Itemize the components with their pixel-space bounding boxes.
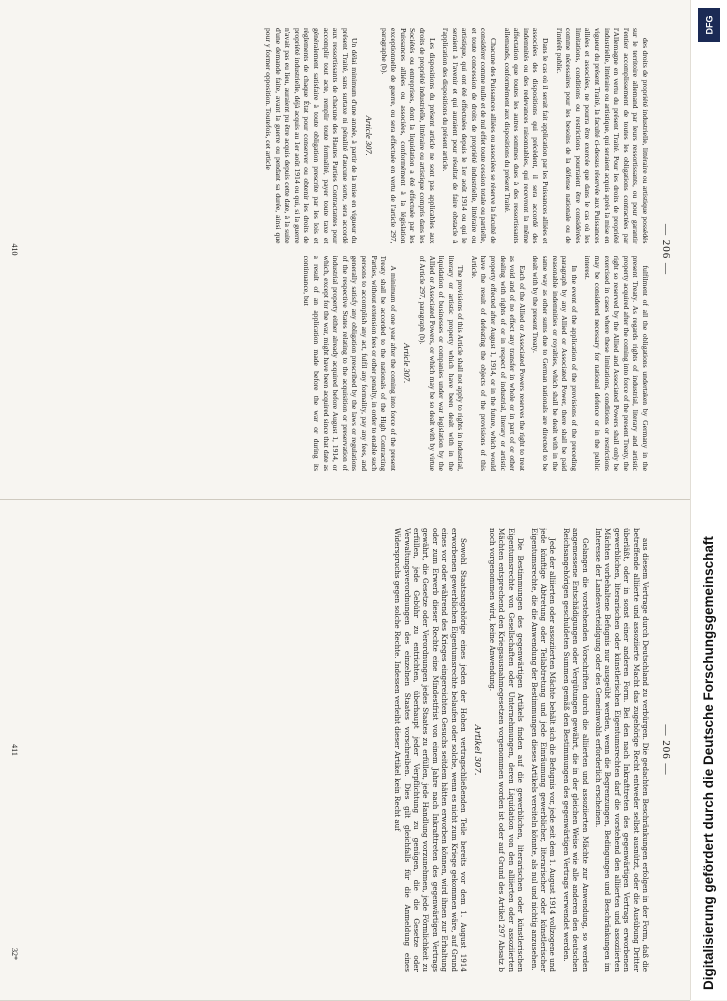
paragraph: aus diesem Vertrage durch Deutschland zu verbürgen. Die gedachten Beschränkungen erfolgen in der Form, daß die betreffende alliierte und assoziierte Macht das zugehörige Recht entweder selbst ausnützt, oder die Ausübung Dritter überläßt, oder in sonst einer anderen Form. Bei den nach Inkrafttreten des gegenwärtigen Vertrags erworbenen gewerblichen, literarischen oder künstlerischen Eigentumsrechten darf die vorstehend den alliierten und assoziierten Mächten vorbehaltene Befugnis nur ausgeübt werden, wenn die Begrenzungen, Bedingungen und Beschränkungen im Interesse der Landesverteidigung oder des Gemeinwohls erforderlich erscheinen.: [593, 528, 650, 972]
signature-mark: 32*: [10, 948, 19, 960]
paragraph: Les dispositions du présent article ne sont pas applicables aux droits de propriété industrielle, littéraire ou artistique compris dans les Sociétés ou entreprises, dont la liquidation a été effectuée par les Puissances alliées ou associées, conformément à la législation exceptionnelle de guerre, ou sera effectuée en vertu de l'article 297, paragraphe (b).: [379, 28, 437, 244]
page-number: 410: [10, 243, 19, 256]
paragraph: The provisions of this Article shall not apply to rights in industrial, literary or artistic property which have been dealt with in the liquidation of businesses or companies under war legislation by the Allied or Associated Powers, or which may be so dealt with by virtue of Article 297, paragraph (b).: [417, 255, 466, 471]
paragraph: Each of the Allied or Associated Powers reserves the right to treat as void and of no effect any transfer in whole or in part of or other dealing with rights of or in respect of industrial, literary or artistic property effected after August 1, 1914, or in the future, which would have the result of defeating the objects of the provisions of this Article.: [469, 255, 527, 471]
french-column: [30, 28, 650, 244]
paragraph: Die Bestimmungen des gegenwärtigen Artikels finden auf die gewerblichen, literarischen oder künstlerischen Eigentumsrechte von Gesellschaften oder Unternehmungen, deren Liquidation von den alliierten oder assoziierten Mächten entsprechend den Kriegsausnahmegesetzen vorgenommen worden ist oder auf Grund des Artikel 297 Absatz b noch vorgenommen wird, keine Anwendung.: [487, 528, 526, 972]
paragraph: Un délai minimum d'une année, à partir de la mise en vigueur du présent Traité, sans surtaxe ni pénalité d'aucune sorte, sera accordé aux ressortissants de chacune des Hautes Parties Contractantes pour accomplir tout acte, remplir toute formalité, payer toute taxe et généralement satisfaire à toute obligation prescrite par les lois et règlements de chaque État pour conserver ou obtenir les droits de propriété industrielle, déjà acquis au 1er août 1914 ou qui, si la guerre n'avait pas eu lieu, auraient pu être acquis depuis cette date, à la suite d'une demande faite, avant la guerre ou pendant sa durée, ainsi que pour y former opposition. Toutefois, cet article: [264, 28, 360, 244]
article-heading: Artikel 307.: [472, 724, 483, 776]
page-number: 411: [10, 744, 19, 756]
paragraph: A minimum of one year after the coming into force of the present Treaty shall be accorded to the nationals of the High Contracting Parties, without extension fees or other penalty, in order to enable such persons to accomplish any act, fulfil any formality, pay any fees, and generally satisfy any obligation prescribed by the laws or regulations of the respective States relating to the acquisition or preservation of industrial property either already acquired before August 1, 1914, or which, except for the war, might have been acquired since that date as a result of an application made before the war or during its continuance, but: [302, 255, 398, 471]
german-column: [30, 528, 650, 972]
dfg-logo: DFG: [698, 8, 720, 42]
paragraph: Dans le cas où il serait fait application par les Puissances alliées et associées des dispositions qui précèdent, il sera accordé des indemnités ou des redevances raisonnables, qui recevront la même affectation que toutes les autres sommes dues à des ressortissants allemands, conformément aux dispositions du présent Traité.: [502, 28, 551, 244]
paragraph: Jede der alliierten oder assoziierten Mächte behält sich die Befugnis vor, jede seit dem 1. August 1914 vollzogene und jede künftige Abtretung oder Teilabtretung und jede Einräumung gewerblicher, literarischer oder künstlerischer Eigentumsrechte, die die Anwendung der Bestimmungen dieses Artikels vereiteln könnte, als nul und nichtig anzusehen.: [529, 528, 558, 972]
english-column: [30, 256, 650, 472]
paragraph: In the event of the application of the provisions of the preceding paragraph by any Allied or Associated Power, there shall be paid reasonable indemnities or royalties, which shall be dealt with in the same way as other sums due to German nationals are directed to be dealt with by the present Treaty.: [531, 255, 579, 471]
page-footer: [10, 500, 19, 1000]
paragraph: Sowohl Staatsangehörige eines jeden der Hohen vertragschließenden Teile bereits vor dem 1. August 1914 erworbenen gewerblichen Eigentumsrechte belaufen oder solche, wenn es nicht zum Kriege gekommen wäre, auf Grund eines vor oder während des Krieges eingereichten Gesuchs seitdem hätten erworben können, wird ihnen zur Erhaltung oder zum Erwerb dieser Rechte eine Mindestfrist von einem Jahre nach Inkrafttreten des gegenwärtigen Vertrags gewährt, die Gesetze oder Verordnungen jedes Staates zu erfüllen, jede Handlung vorzunehmen, jede Förmlichkeit zu erfüllen, jede Gebühr zu entrichten, überhaupt jeder Verpflichtung zu genügen, die die Gesetze oder Verwaltungsverordnungen des einzelnen Staates vorschreiben. Dies gilt gleichfalls für die Anmeldung eines Widerspruchs gegen solche Rechte. Indessen verleiht dieser Artikel kein Recht auf: [393, 528, 469, 972]
funding-notice: Digitalisierung gefördert durch die Deutsche Forschungsgemeinschaft: [701, 536, 716, 990]
page-footer: [10, 0, 19, 499]
article-heading: Article 307.: [363, 115, 374, 156]
funding-banner: [690, 0, 727, 1000]
paragraph: Gelangen die vorstehenden Vorschriften durch die alliierten und assoziierten Mächte zur Anwendung, so werden angemessene Entschädigungen oder Vergütungen gewährt, die in der gleichen Weise wie alle anderen den deutschen Reichsangehörigen geschuldeten Summen gemäß den Bestimmungen des gegenwärtigen Vertrags verwendet werden.: [561, 528, 590, 972]
left-page: [0, 0, 690, 500]
paragraph: des droits de propriété industrielle, littéraire ou artistique possédés sur le territoire allemand par leurs ressortissants, ou pour garantir l'entier accomplissement de toutes les obligations contractées par l'Allemagne en vertu du présent Traité. Pour les droits de propriété industrielle, littéraire ou artistique, qui seraient acquis après la mise en vigueur du présent Traité, la faculté ci-dessus réservée aux Puissances alliées et associées, ne pourra être exercée que dans le cas où les limitations, conditions ou restrictions pourraient être considérées comme nécessaires pour les besoins de la défense nationale ou de l'intérêt public.: [554, 28, 650, 244]
right-page: [0, 500, 690, 1000]
paragraph: Chacune des Puissances alliées ou associées se réserve la faculté de considérer comme nulle et de nul effet toute cession totale ou partielle, et toute concession de droits de propriété industrielle, littéraire ou artistique, qui ont été effectuées depuis le 1er août 1914 ou qui le seraient à l'avenir et qui auraient pour résultat de faire obstacle à l'application des dispositions du présent article.: [441, 28, 499, 244]
page-header: — 206 —: [660, 724, 672, 776]
page-header: — 206 —: [660, 224, 672, 275]
article-heading: Article 307.: [402, 343, 413, 384]
paragraph: fulfilment of all the obligations undertaken by Germany in the present Treaty. As regards rights of industrial, literary and artistic property acquired after the coming into force of the present Treaty, the right so reserved by the Allied and Associated Powers shall only be exercised in cases where these limitations, conditions or restrictions may be considered necessary for national defence or in the public interest.: [583, 255, 650, 471]
